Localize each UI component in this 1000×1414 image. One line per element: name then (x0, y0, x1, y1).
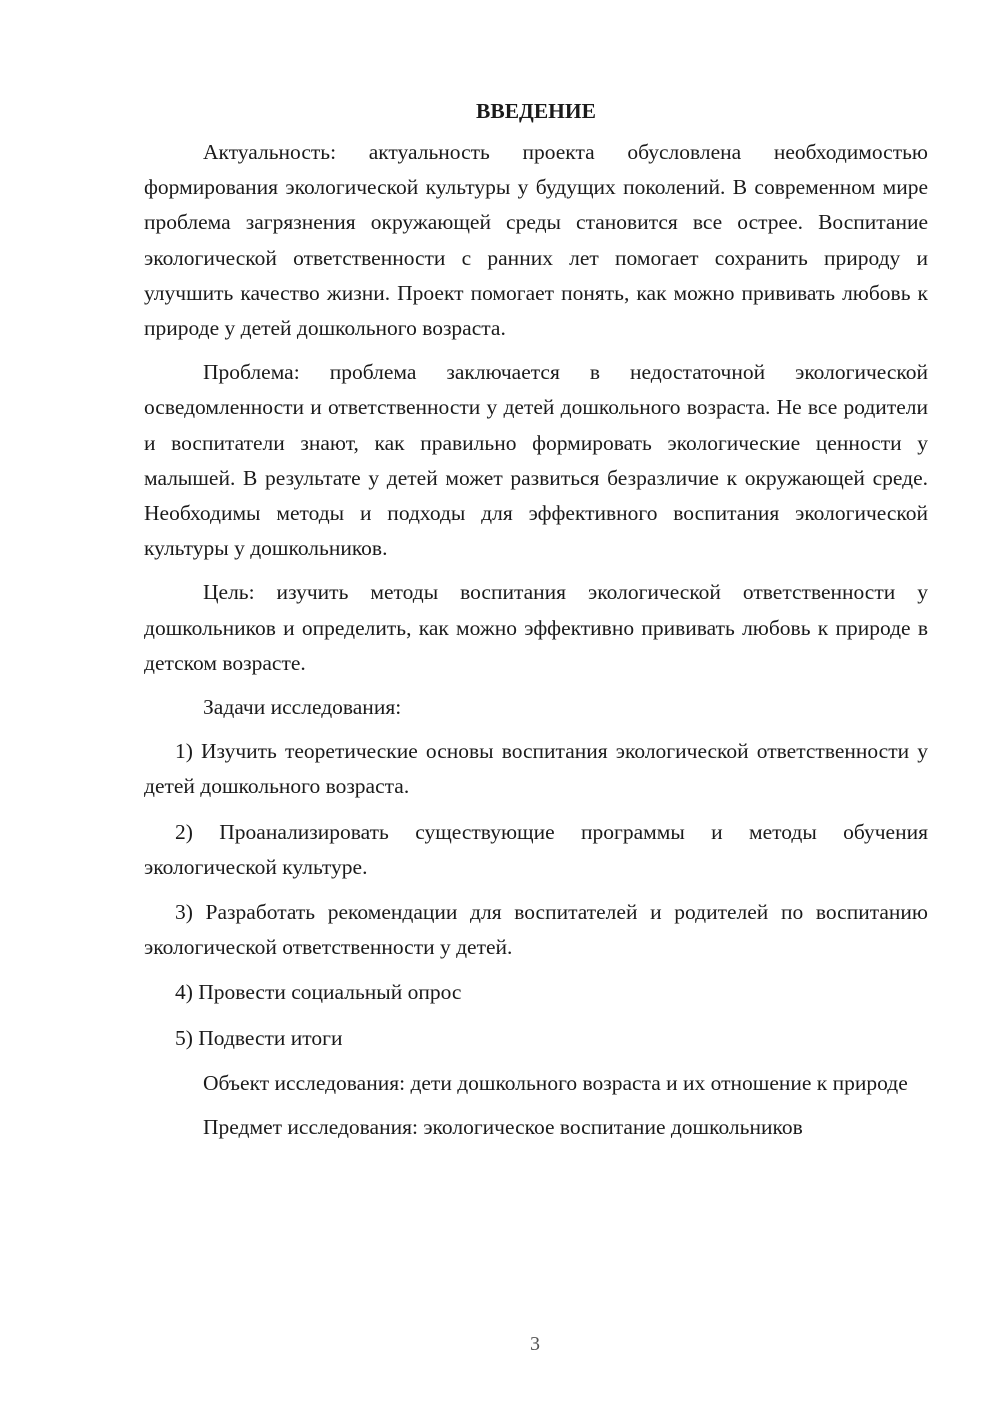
paragraph-problem: Проблема: проблема заключается в недостаточной экологической осведомленности и ответственности у детей дошкольного возраста. Не все родители и воспитатели знают, как правильно формировать экологические ценности у малышей. В результате у детей может развиться безразличие к окружающей среде. Необходимы методы и подходы для эффективного воспитания экологической культуры у дошкольников. (144, 360, 928, 561)
task-item: 1) Изучить теоретические основы воспитания экологической ответственности у детей дошкольного возраста. (144, 739, 928, 799)
page-number: 3 (530, 1333, 540, 1355)
paragraph-object: Объект исследования: дети дошкольного возраста и их отношение к природе (203, 1070, 908, 1095)
paragraph-tasks-heading: Задачи исследования: (203, 695, 402, 720)
task-item: 2) Проанализировать существующие программы и методы обучения экологической культуре. (144, 819, 928, 879)
page-title: ВВЕДЕНИЕ (476, 99, 596, 123)
task-item: 5) Подвести итоги (175, 1025, 343, 1050)
paragraph-relevance: Актуальность: актуальность проекта обусловлена необходимостью формирования экологической культуры у будущих поколений. В современном мире проблема загрязнения окружающей среды становится все острее. Воспитание экологической ответственности с ранних лет помогает сохранить природу и улучшить качество жизни. Проект помогает понять, как можно прививать любовь к природе у детей дошкольного возраста. (144, 140, 928, 341)
task-item: 3) Разработать рекомендации для воспитателей и родителей по воспитанию экологической ответственности у детей. (144, 900, 928, 960)
paragraph-goal: Цель: изучить методы воспитания экологической ответственности у дошкольников и определить, как можно эффективно прививать любовь к природе в детском возрасте. (144, 580, 928, 675)
paragraph-subject: Предмет исследования: экологическое воспитание дошкольников (203, 1115, 803, 1140)
document-page (144, 95, 928, 1154)
task-item: 4) Провести социальный опрос (175, 980, 462, 1005)
